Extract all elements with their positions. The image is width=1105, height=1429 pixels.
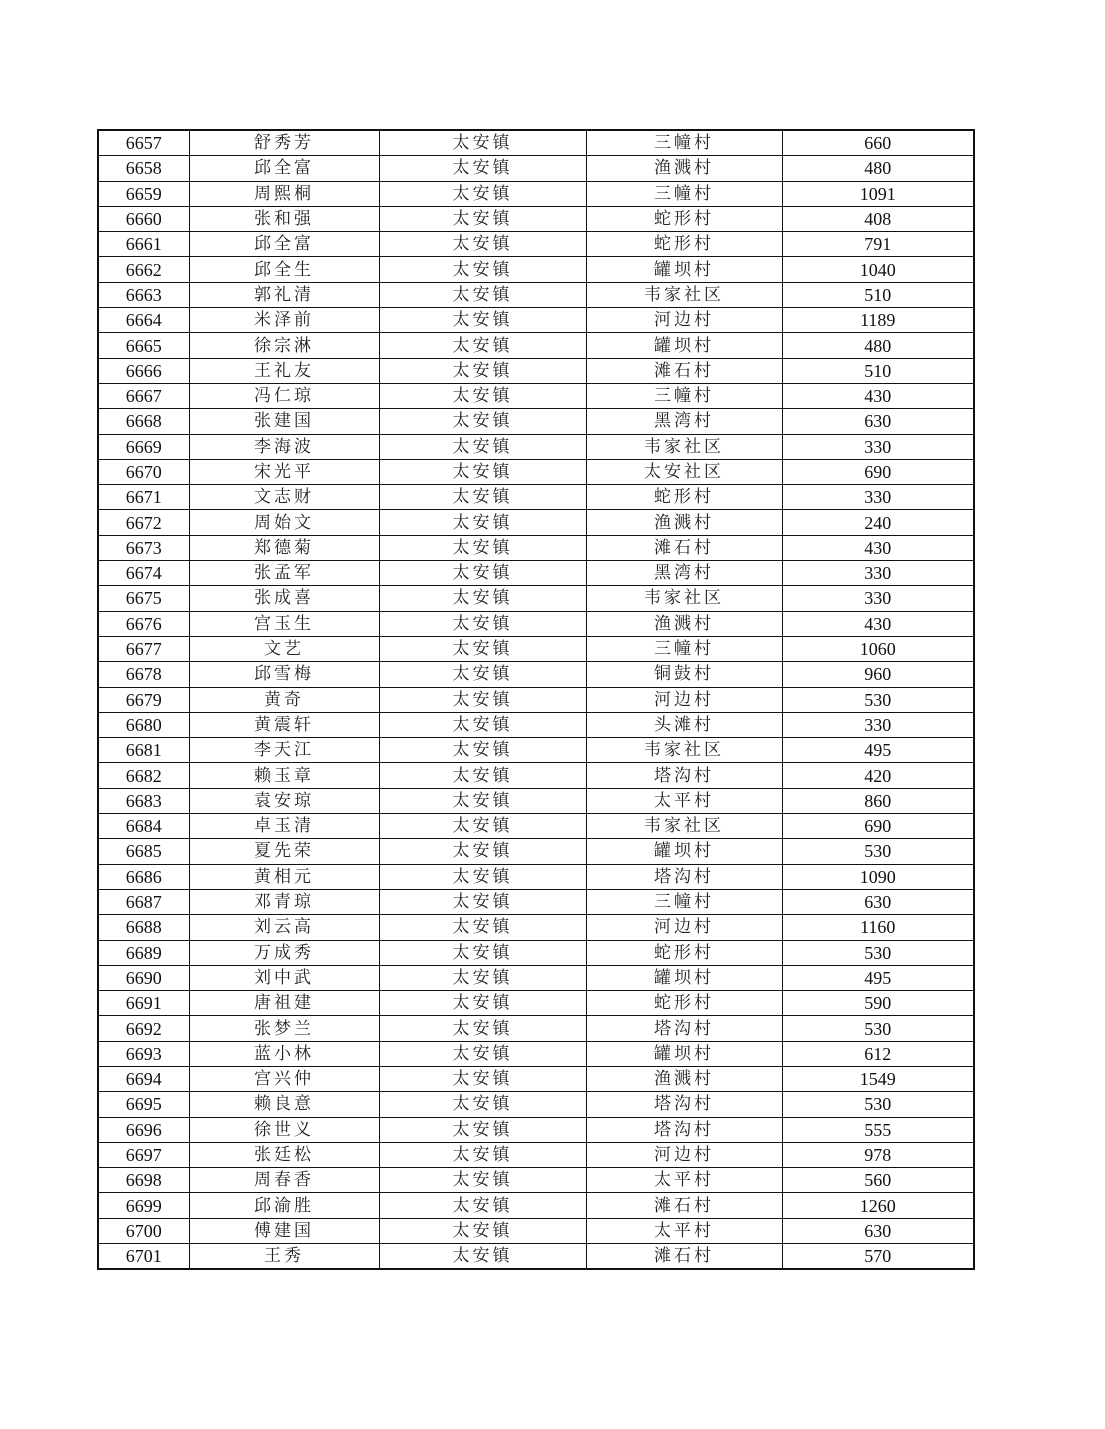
record-id-cell: 6669 xyxy=(98,434,189,459)
record-id-cell: 6687 xyxy=(98,889,189,914)
table-row xyxy=(98,383,974,408)
record-id-cell: 6661 xyxy=(98,232,189,257)
town-cell: 太安镇 xyxy=(379,383,586,408)
person-name-cell: 冯仁琼 xyxy=(189,383,379,408)
record-id-cell: 6682 xyxy=(98,763,189,788)
record-id-cell: 6671 xyxy=(98,485,189,510)
record-id-cell: 6696 xyxy=(98,1117,189,1142)
village-cell: 三幢村 xyxy=(586,181,782,206)
person-name-cell: 黄震轩 xyxy=(189,712,379,737)
amount-cell: 510 xyxy=(782,282,974,307)
table-row xyxy=(98,434,974,459)
record-id-cell: 6668 xyxy=(98,409,189,434)
roster-table-body xyxy=(98,130,974,1269)
roster-table xyxy=(97,129,975,1270)
person-name-cell: 米泽前 xyxy=(189,308,379,333)
town-cell: 太安镇 xyxy=(379,712,586,737)
village-cell: 滩石村 xyxy=(586,535,782,560)
village-cell: 三幢村 xyxy=(586,636,782,661)
amount-cell: 530 xyxy=(782,1016,974,1041)
amount-cell: 530 xyxy=(782,940,974,965)
person-name-cell: 文志财 xyxy=(189,485,379,510)
record-id-cell: 6695 xyxy=(98,1092,189,1117)
record-id-cell: 6684 xyxy=(98,814,189,839)
person-name-cell: 刘云高 xyxy=(189,915,379,940)
town-cell: 太安镇 xyxy=(379,940,586,965)
amount-cell: 1549 xyxy=(782,1066,974,1091)
village-cell: 太平村 xyxy=(586,1218,782,1243)
table-row xyxy=(98,687,974,712)
amount-cell: 430 xyxy=(782,535,974,560)
record-id-cell: 6686 xyxy=(98,864,189,889)
amount-cell: 430 xyxy=(782,383,974,408)
town-cell: 太安镇 xyxy=(379,915,586,940)
amount-cell: 860 xyxy=(782,788,974,813)
person-name-cell: 李海波 xyxy=(189,434,379,459)
record-id-cell: 6678 xyxy=(98,662,189,687)
amount-cell: 330 xyxy=(782,485,974,510)
person-name-cell: 郑德菊 xyxy=(189,535,379,560)
amount-cell: 660 xyxy=(782,130,974,156)
town-cell: 太安镇 xyxy=(379,535,586,560)
town-cell: 太安镇 xyxy=(379,965,586,990)
town-cell: 太安镇 xyxy=(379,232,586,257)
town-cell: 太安镇 xyxy=(379,611,586,636)
record-id-cell: 6701 xyxy=(98,1244,189,1270)
village-cell: 河边村 xyxy=(586,915,782,940)
town-cell: 太安镇 xyxy=(379,1066,586,1091)
person-name-cell: 邱渝胜 xyxy=(189,1193,379,1218)
record-id-cell: 6675 xyxy=(98,586,189,611)
record-id-cell: 6685 xyxy=(98,839,189,864)
amount-cell: 408 xyxy=(782,206,974,231)
table-row xyxy=(98,738,974,763)
table-row xyxy=(98,991,974,1016)
person-name-cell: 文艺 xyxy=(189,636,379,661)
table-row xyxy=(98,1168,974,1193)
town-cell: 太安镇 xyxy=(379,687,586,712)
amount-cell: 960 xyxy=(782,662,974,687)
village-cell: 蛇形村 xyxy=(586,485,782,510)
person-name-cell: 张孟军 xyxy=(189,561,379,586)
record-id-cell: 6659 xyxy=(98,181,189,206)
town-cell: 太安镇 xyxy=(379,561,586,586)
record-id-cell: 6692 xyxy=(98,1016,189,1041)
amount-cell: 1090 xyxy=(782,864,974,889)
table-row xyxy=(98,1193,974,1218)
town-cell: 太安镇 xyxy=(379,1142,586,1167)
record-id-cell: 6691 xyxy=(98,991,189,1016)
amount-cell: 240 xyxy=(782,510,974,535)
record-id-cell: 6681 xyxy=(98,738,189,763)
amount-cell: 560 xyxy=(782,1168,974,1193)
record-id-cell: 6674 xyxy=(98,561,189,586)
person-name-cell: 宫玉生 xyxy=(189,611,379,636)
person-name-cell: 徐宗淋 xyxy=(189,333,379,358)
table-row xyxy=(98,712,974,737)
record-id-cell: 6690 xyxy=(98,965,189,990)
table-row xyxy=(98,889,974,914)
person-name-cell: 黄相元 xyxy=(189,864,379,889)
village-cell: 塔沟村 xyxy=(586,1092,782,1117)
table-row xyxy=(98,181,974,206)
amount-cell: 555 xyxy=(782,1117,974,1142)
town-cell: 太安镇 xyxy=(379,510,586,535)
record-id-cell: 6665 xyxy=(98,333,189,358)
amount-cell: 1060 xyxy=(782,636,974,661)
table-row xyxy=(98,485,974,510)
person-name-cell: 周春香 xyxy=(189,1168,379,1193)
table-row xyxy=(98,535,974,560)
person-name-cell: 李天江 xyxy=(189,738,379,763)
village-cell: 蛇形村 xyxy=(586,991,782,1016)
village-cell: 太平村 xyxy=(586,1168,782,1193)
town-cell: 太安镇 xyxy=(379,738,586,763)
record-id-cell: 6693 xyxy=(98,1041,189,1066)
town-cell: 太安镇 xyxy=(379,788,586,813)
record-id-cell: 6676 xyxy=(98,611,189,636)
town-cell: 太安镇 xyxy=(379,409,586,434)
amount-cell: 570 xyxy=(782,1244,974,1270)
village-cell: 三幢村 xyxy=(586,383,782,408)
town-cell: 太安镇 xyxy=(379,434,586,459)
village-cell: 渔溅村 xyxy=(586,510,782,535)
village-cell: 头滩村 xyxy=(586,712,782,737)
village-cell: 塔沟村 xyxy=(586,864,782,889)
amount-cell: 791 xyxy=(782,232,974,257)
table-row xyxy=(98,1244,974,1270)
table-row xyxy=(98,308,974,333)
person-name-cell: 周熙桐 xyxy=(189,181,379,206)
table-row xyxy=(98,409,974,434)
town-cell: 太安镇 xyxy=(379,206,586,231)
amount-cell: 530 xyxy=(782,1092,974,1117)
town-cell: 太安镇 xyxy=(379,308,586,333)
village-cell: 三幢村 xyxy=(586,889,782,914)
table-row xyxy=(98,839,974,864)
person-name-cell: 卓玉清 xyxy=(189,814,379,839)
amount-cell: 330 xyxy=(782,712,974,737)
table-row xyxy=(98,1142,974,1167)
amount-cell: 330 xyxy=(782,434,974,459)
person-name-cell: 宋光平 xyxy=(189,459,379,484)
village-cell: 韦家社区 xyxy=(586,586,782,611)
table-row xyxy=(98,232,974,257)
table-row xyxy=(98,358,974,383)
record-id-cell: 6673 xyxy=(98,535,189,560)
person-name-cell: 黄奇 xyxy=(189,687,379,712)
table-row xyxy=(98,510,974,535)
amount-cell: 612 xyxy=(782,1041,974,1066)
table-row xyxy=(98,814,974,839)
table-row xyxy=(98,611,974,636)
table-row xyxy=(98,1218,974,1243)
person-name-cell: 邱全生 xyxy=(189,257,379,282)
town-cell: 太安镇 xyxy=(379,485,586,510)
table-row xyxy=(98,1092,974,1117)
table-row xyxy=(98,940,974,965)
person-name-cell: 周始文 xyxy=(189,510,379,535)
record-id-cell: 6694 xyxy=(98,1066,189,1091)
person-name-cell: 徐世义 xyxy=(189,1117,379,1142)
table-row xyxy=(98,156,974,181)
town-cell: 太安镇 xyxy=(379,1092,586,1117)
record-id-cell: 6658 xyxy=(98,156,189,181)
person-name-cell: 夏先荣 xyxy=(189,839,379,864)
table-row xyxy=(98,915,974,940)
table-row xyxy=(98,333,974,358)
record-id-cell: 6679 xyxy=(98,687,189,712)
person-name-cell: 邱全富 xyxy=(189,232,379,257)
person-name-cell: 蓝小林 xyxy=(189,1041,379,1066)
village-cell: 滩石村 xyxy=(586,1244,782,1270)
table-row xyxy=(98,662,974,687)
person-name-cell: 张廷松 xyxy=(189,1142,379,1167)
amount-cell: 430 xyxy=(782,611,974,636)
person-name-cell: 郭礼清 xyxy=(189,282,379,307)
person-name-cell: 袁安琼 xyxy=(189,788,379,813)
record-id-cell: 6677 xyxy=(98,636,189,661)
village-cell: 塔沟村 xyxy=(586,1016,782,1041)
amount-cell: 690 xyxy=(782,814,974,839)
amount-cell: 510 xyxy=(782,358,974,383)
town-cell: 太安镇 xyxy=(379,130,586,156)
person-name-cell: 刘中武 xyxy=(189,965,379,990)
village-cell: 太平村 xyxy=(586,788,782,813)
village-cell: 罐坝村 xyxy=(586,839,782,864)
record-id-cell: 6688 xyxy=(98,915,189,940)
town-cell: 太安镇 xyxy=(379,1041,586,1066)
amount-cell: 495 xyxy=(782,965,974,990)
town-cell: 太安镇 xyxy=(379,1168,586,1193)
record-id-cell: 6697 xyxy=(98,1142,189,1167)
table-row xyxy=(98,636,974,661)
amount-cell: 330 xyxy=(782,561,974,586)
table-row xyxy=(98,257,974,282)
town-cell: 太安镇 xyxy=(379,1218,586,1243)
person-name-cell: 宫兴仲 xyxy=(189,1066,379,1091)
table-row xyxy=(98,1016,974,1041)
person-name-cell: 傅建国 xyxy=(189,1218,379,1243)
person-name-cell: 王秀 xyxy=(189,1244,379,1270)
amount-cell: 590 xyxy=(782,991,974,1016)
village-cell: 渔溅村 xyxy=(586,156,782,181)
village-cell: 河边村 xyxy=(586,687,782,712)
town-cell: 太安镇 xyxy=(379,839,586,864)
amount-cell: 530 xyxy=(782,839,974,864)
person-name-cell: 唐祖建 xyxy=(189,991,379,1016)
person-name-cell: 张和强 xyxy=(189,206,379,231)
person-name-cell: 万成秀 xyxy=(189,940,379,965)
table-row xyxy=(98,864,974,889)
record-id-cell: 6680 xyxy=(98,712,189,737)
town-cell: 太安镇 xyxy=(379,358,586,383)
town-cell: 太安镇 xyxy=(379,662,586,687)
record-id-cell: 6664 xyxy=(98,308,189,333)
record-id-cell: 6698 xyxy=(98,1168,189,1193)
person-name-cell: 邱全富 xyxy=(189,156,379,181)
table-row xyxy=(98,130,974,156)
record-id-cell: 6662 xyxy=(98,257,189,282)
amount-cell: 420 xyxy=(782,763,974,788)
village-cell: 塔沟村 xyxy=(586,763,782,788)
village-cell: 韦家社区 xyxy=(586,738,782,763)
person-name-cell: 邓青琼 xyxy=(189,889,379,914)
town-cell: 太安镇 xyxy=(379,156,586,181)
town-cell: 太安镇 xyxy=(379,282,586,307)
amount-cell: 330 xyxy=(782,586,974,611)
village-cell: 渔溅村 xyxy=(586,611,782,636)
person-name-cell: 邱雪梅 xyxy=(189,662,379,687)
person-name-cell: 张成喜 xyxy=(189,586,379,611)
amount-cell: 1160 xyxy=(782,915,974,940)
town-cell: 太安镇 xyxy=(379,257,586,282)
amount-cell: 630 xyxy=(782,1218,974,1243)
person-name-cell: 张梦兰 xyxy=(189,1016,379,1041)
village-cell: 太安社区 xyxy=(586,459,782,484)
person-name-cell: 张建国 xyxy=(189,409,379,434)
town-cell: 太安镇 xyxy=(379,636,586,661)
village-cell: 滩石村 xyxy=(586,1193,782,1218)
table-row xyxy=(98,282,974,307)
amount-cell: 630 xyxy=(782,409,974,434)
person-name-cell: 赖玉章 xyxy=(189,763,379,788)
village-cell: 罐坝村 xyxy=(586,1041,782,1066)
person-name-cell: 赖良意 xyxy=(189,1092,379,1117)
town-cell: 太安镇 xyxy=(379,1193,586,1218)
amount-cell: 690 xyxy=(782,459,974,484)
village-cell: 铜鼓村 xyxy=(586,662,782,687)
amount-cell: 530 xyxy=(782,687,974,712)
amount-cell: 1091 xyxy=(782,181,974,206)
amount-cell: 1260 xyxy=(782,1193,974,1218)
village-cell: 塔沟村 xyxy=(586,1117,782,1142)
village-cell: 罐坝村 xyxy=(586,333,782,358)
record-id-cell: 6667 xyxy=(98,383,189,408)
village-cell: 罐坝村 xyxy=(586,965,782,990)
amount-cell: 978 xyxy=(782,1142,974,1167)
record-id-cell: 6657 xyxy=(98,130,189,156)
village-cell: 三幢村 xyxy=(586,130,782,156)
village-cell: 滩石村 xyxy=(586,358,782,383)
person-name-cell: 王礼友 xyxy=(189,358,379,383)
amount-cell: 1189 xyxy=(782,308,974,333)
amount-cell: 630 xyxy=(782,889,974,914)
table-row xyxy=(98,1066,974,1091)
town-cell: 太安镇 xyxy=(379,814,586,839)
village-cell: 韦家社区 xyxy=(586,814,782,839)
record-id-cell: 6660 xyxy=(98,206,189,231)
amount-cell: 480 xyxy=(782,333,974,358)
amount-cell: 495 xyxy=(782,738,974,763)
record-id-cell: 6663 xyxy=(98,282,189,307)
village-cell: 河边村 xyxy=(586,1142,782,1167)
town-cell: 太安镇 xyxy=(379,1117,586,1142)
town-cell: 太安镇 xyxy=(379,586,586,611)
village-cell: 罐坝村 xyxy=(586,257,782,282)
table-row xyxy=(98,965,974,990)
record-id-cell: 6683 xyxy=(98,788,189,813)
town-cell: 太安镇 xyxy=(379,991,586,1016)
table-row xyxy=(98,561,974,586)
town-cell: 太安镇 xyxy=(379,1016,586,1041)
village-cell: 蛇形村 xyxy=(586,206,782,231)
town-cell: 太安镇 xyxy=(379,1244,586,1270)
amount-cell: 1040 xyxy=(782,257,974,282)
village-cell: 黑湾村 xyxy=(586,409,782,434)
record-id-cell: 6670 xyxy=(98,459,189,484)
town-cell: 太安镇 xyxy=(379,459,586,484)
table-row xyxy=(98,1117,974,1142)
table-row xyxy=(98,206,974,231)
town-cell: 太安镇 xyxy=(379,181,586,206)
town-cell: 太安镇 xyxy=(379,333,586,358)
town-cell: 太安镇 xyxy=(379,889,586,914)
record-id-cell: 6666 xyxy=(98,358,189,383)
town-cell: 太安镇 xyxy=(379,763,586,788)
village-cell: 韦家社区 xyxy=(586,282,782,307)
village-cell: 蛇形村 xyxy=(586,940,782,965)
village-cell: 河边村 xyxy=(586,308,782,333)
person-name-cell: 舒秀芳 xyxy=(189,130,379,156)
village-cell: 韦家社区 xyxy=(586,434,782,459)
table-row xyxy=(98,763,974,788)
village-cell: 蛇形村 xyxy=(586,232,782,257)
record-id-cell: 6689 xyxy=(98,940,189,965)
record-id-cell: 6672 xyxy=(98,510,189,535)
table-row xyxy=(98,788,974,813)
record-id-cell: 6699 xyxy=(98,1193,189,1218)
table-row xyxy=(98,1041,974,1066)
amount-cell: 480 xyxy=(782,156,974,181)
village-cell: 黑湾村 xyxy=(586,561,782,586)
table-row xyxy=(98,459,974,484)
village-cell: 渔溅村 xyxy=(586,1066,782,1091)
table-row xyxy=(98,586,974,611)
town-cell: 太安镇 xyxy=(379,864,586,889)
record-id-cell: 6700 xyxy=(98,1218,189,1243)
